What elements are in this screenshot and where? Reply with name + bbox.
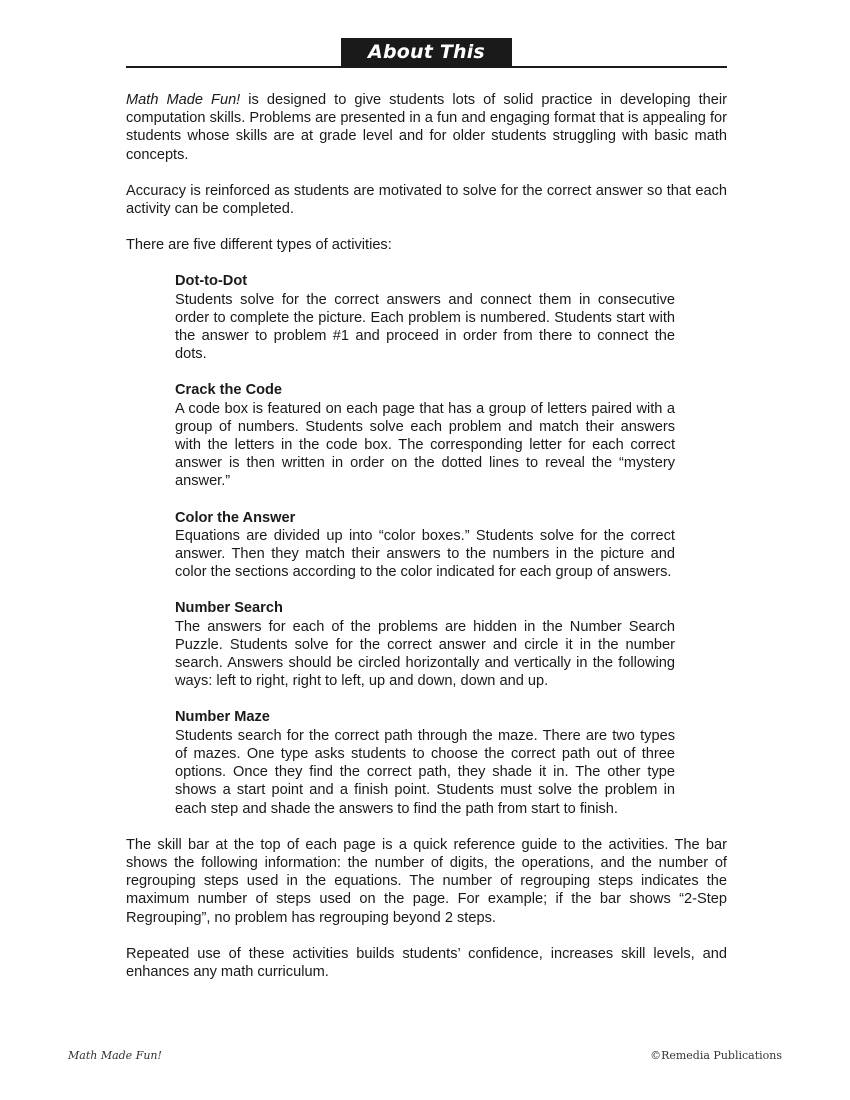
- page-title: About This Book: [341, 38, 512, 67]
- activity-crack-the-code: [175, 381, 675, 490]
- activity-description: Equations are divided up into “color boxes.” Students solve for the correct answer. Then they match their answers to the numbers in the picture and color the sections according to the color indicated for each group of answers.: [175, 527, 675, 581]
- page-footer: [68, 1049, 782, 1065]
- activity-number-maze: [175, 708, 675, 817]
- intro-text: is designed to give students lots of solid practice in developing their computation skills. Problems are presented in a fun and engaging format that is appealing for students whose skills are at grade level and for older students struggling with basic math concepts.: [126, 92, 727, 163]
- activity-title: Number Maze: [175, 709, 270, 726]
- activity-description: The answers for each of the problems are hidden in the Number Search Puzzle. Students solve for the correct answer and circle it in the number search. Answers should be circled horizontally and vertically in the following ways: left to right, right to left, up and down, down and up.: [175, 618, 675, 690]
- activity-description: Students search for the correct path through the maze. There are two types of mazes. One type asks students to choose the correct path out of three options. Once they find the correct path, they shade it in. The other type shows a start point and a finish point. Students must solve the problem in each step and shade the answers to find the path from start to finish.: [175, 727, 675, 817]
- activity-dot-to-dot: [175, 272, 675, 363]
- footer-publisher: ©Remedia Publications: [650, 1049, 782, 1062]
- activity-title: Dot-to-Dot: [175, 273, 248, 290]
- activity-list: [175, 272, 675, 817]
- activity-title: Color the Answer: [175, 509, 296, 526]
- activity-number-search: [175, 599, 675, 690]
- book-title: Math Made Fun!: [126, 92, 241, 108]
- activity-title: Number Search: [175, 600, 283, 617]
- activity-types-intro: There are five different types of activities:: [126, 237, 392, 254]
- activity-description: Students solve for the correct answers and connect them in consecutive order to complete the picture. Each problem is numbered. Students start with the answer to problem #1 and proceed in order from there to connect the dots.: [175, 291, 675, 363]
- accuracy-paragraph: Accuracy is reinforced as students are motivated to solve for the correct answer so that each activity can be completed.: [126, 182, 727, 218]
- activity-color-the-answer: [175, 509, 675, 582]
- page-header: [126, 0, 727, 92]
- page-content: [126, 0, 727, 981]
- activity-description: A code box is featured on each page that has a group of letters paired with a group of numbers. Students solve each problem and match their answers with the letters in the code box. The corresponding letter for each correct answer is then written in order on the dotted lines to reveal the “mystery answer.”: [175, 400, 675, 490]
- footer-book-title: Math Made Fun!: [68, 1049, 162, 1062]
- skill-bar-paragraph: The skill bar at the top of each page is a quick reference guide to the activities. The bar shows the following information: the number of digits, the operations, and the number of regrouping steps used in the equations. The number of regrouping steps indicates the maximum number of steps used on the page. For example; if the bar shows “2-Step Regrouping”, no problem has regrouping beyond 2 steps.: [126, 836, 727, 926]
- intro-paragraph: [126, 91, 727, 164]
- closing-paragraph: Repeated use of these activities builds students’ confidence, increases skill levels, and enhances any math curriculum.: [126, 945, 727, 980]
- activity-title: Crack the Code: [175, 382, 283, 399]
